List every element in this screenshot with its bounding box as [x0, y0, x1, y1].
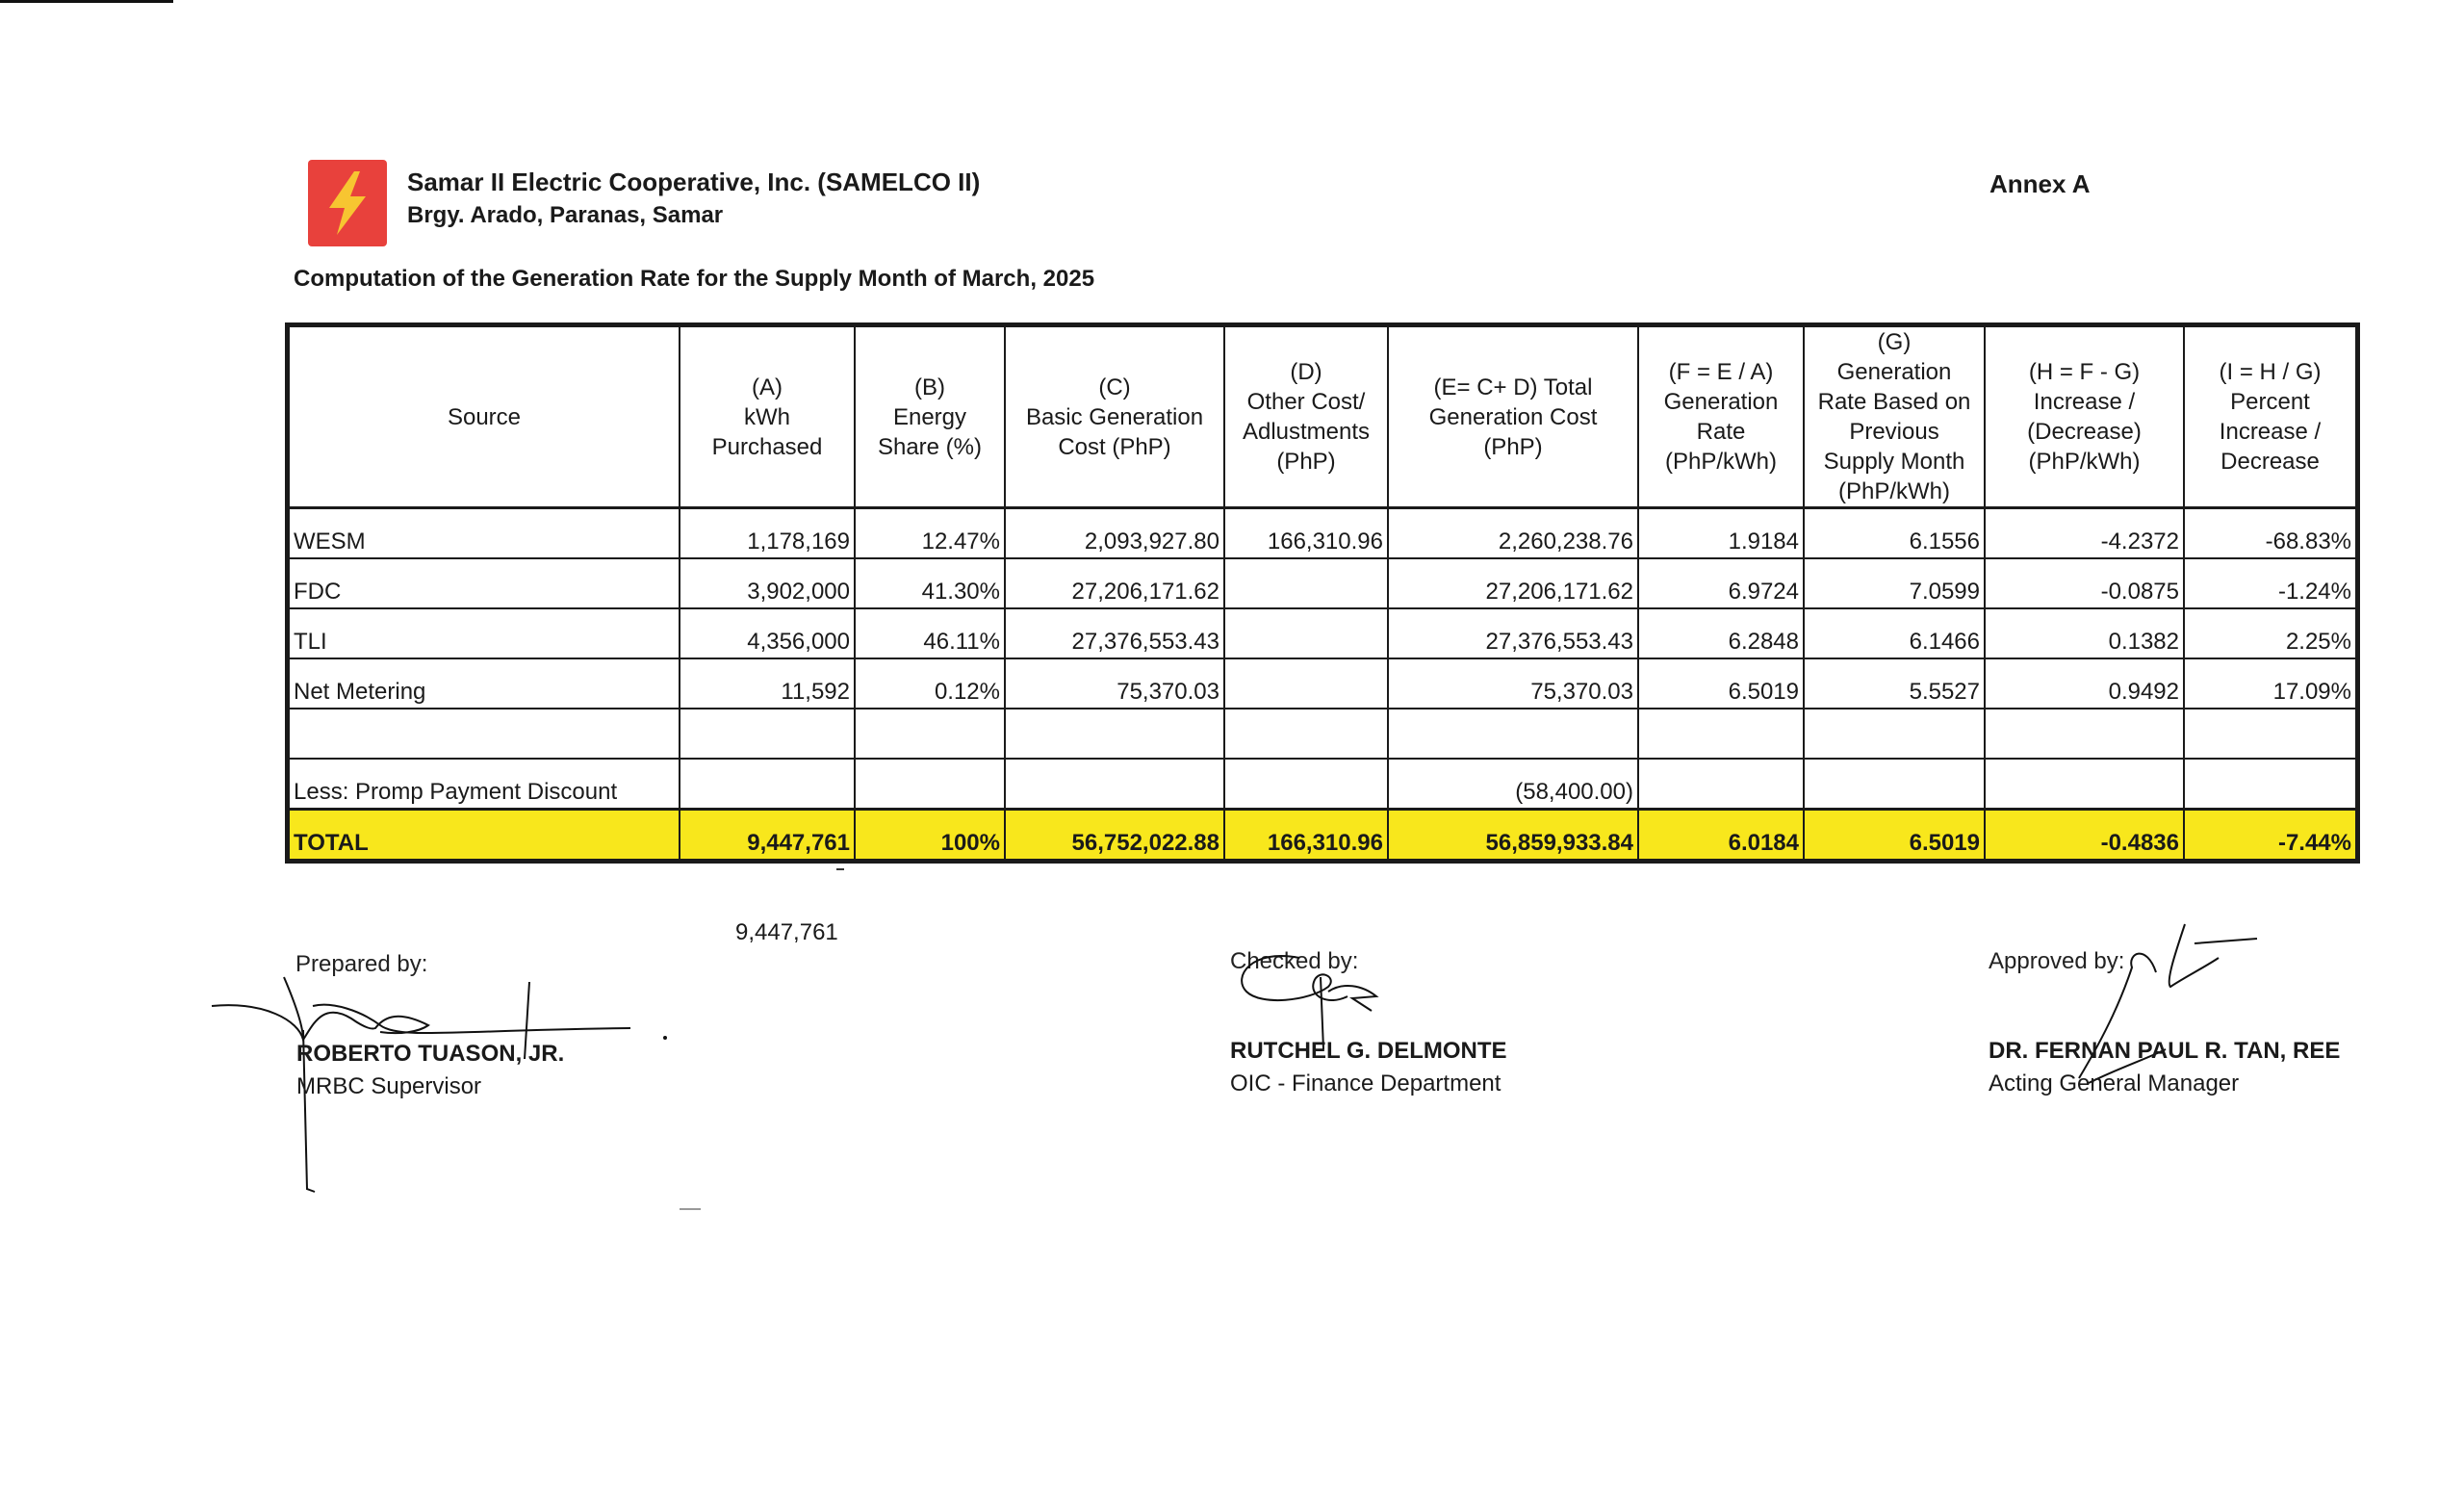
- value-cell: [1985, 759, 2184, 810]
- value-cell: 11,592: [680, 658, 855, 709]
- column-header: (I = H / G) Percent Increase / Decrease: [2184, 326, 2356, 508]
- value-cell: [855, 709, 1005, 759]
- prepared-by-name: ROBERTO TUASON, JR.: [296, 1041, 565, 1067]
- column-header: (G) Generation Rate Based on Previous Supply Month (PhP/kWh): [1804, 326, 1985, 508]
- checked-by-name: RUTCHEL G. DELMONTE: [1230, 1038, 1507, 1064]
- value-cell: 41.30%: [855, 558, 1005, 608]
- value-cell: [1224, 558, 1388, 608]
- value-cell: -4.2372: [1985, 508, 2184, 559]
- total-value-cell: 56,752,022.88: [1005, 810, 1224, 861]
- value-cell: 27,206,171.62: [1005, 558, 1224, 608]
- total-value-cell: 6.5019: [1804, 810, 1985, 861]
- value-cell: 46.11%: [855, 608, 1005, 658]
- organization-name: Samar II Electric Cooperative, Inc. (SAMELCO II): [407, 168, 981, 196]
- value-cell: [1005, 709, 1224, 759]
- value-cell: 2,093,927.80: [1005, 508, 1224, 559]
- value-cell: 2.25%: [2184, 608, 2356, 658]
- value-cell: 1,178,169: [680, 508, 855, 559]
- value-cell: 6.1556: [1804, 508, 1985, 559]
- value-cell: 166,310.96: [1224, 508, 1388, 559]
- value-cell: 75,370.03: [1388, 658, 1638, 709]
- value-cell: [1005, 759, 1224, 810]
- approved-by-name: DR. FERNAN PAUL R. TAN, REE: [1989, 1038, 2341, 1064]
- total-label-cell: TOTAL: [289, 810, 680, 861]
- stray-mark: [680, 1208, 701, 1210]
- annex-label: Annex A: [1989, 169, 2091, 198]
- table-row: [289, 508, 2356, 559]
- total-value-cell: -0.4836: [1985, 810, 2184, 861]
- source-cell: Less: Promp Payment Discount: [289, 759, 680, 810]
- kwh-check-total: 9,447,761: [735, 919, 838, 945]
- lightning-bolt-icon: [308, 160, 387, 246]
- document-title: Computation of the Generation Rate for the Supply Month of March, 2025: [294, 266, 1095, 292]
- source-cell: FDC: [289, 558, 680, 608]
- checked-by-role: OIC - Finance Department: [1230, 1070, 1502, 1096]
- checked-signature: [1232, 939, 1424, 1054]
- prepared-by-label: Prepared by:: [295, 951, 428, 977]
- value-cell: -0.0875: [1985, 558, 2184, 608]
- value-cell: [1224, 709, 1388, 759]
- value-cell: 0.9492: [1985, 658, 2184, 709]
- value-cell: 0.12%: [855, 658, 1005, 709]
- value-cell: [855, 759, 1005, 810]
- column-header: (F = E / A) Generation Rate (PhP/kWh): [1638, 326, 1804, 508]
- value-cell: 6.5019: [1638, 658, 1804, 709]
- value-cell: [1985, 709, 2184, 759]
- value-cell: 6.1466: [1804, 608, 1985, 658]
- total-value-cell: 6.0184: [1638, 810, 1804, 861]
- total-value-cell: -7.44%: [2184, 810, 2356, 861]
- total-value-cell: 9,447,761: [680, 810, 855, 861]
- total-row: [289, 810, 2356, 861]
- value-cell: -68.83%: [2184, 508, 2356, 559]
- table-row: [289, 658, 2356, 709]
- source-cell: WESM: [289, 508, 680, 559]
- value-cell: 5.5527: [1804, 658, 1985, 709]
- column-header: (C) Basic Generation Cost (PhP): [1005, 326, 1224, 508]
- source-cell: Net Metering: [289, 658, 680, 709]
- value-cell: 7.0599: [1804, 558, 1985, 608]
- column-header: (H = F - G) Increase / (Decrease) (PhP/kWh): [1985, 326, 2184, 508]
- stray-mark: [836, 868, 844, 870]
- generation-rate-table: [288, 325, 2357, 861]
- column-header: (E= C+ D) Total Generation Cost (PhP): [1388, 326, 1638, 508]
- organization-address: Brgy. Arado, Paranas, Samar: [407, 202, 724, 228]
- total-value-cell: 56,859,933.84: [1388, 810, 1638, 861]
- column-header: (D) Other Cost/ Adlustments (PhP): [1224, 326, 1388, 508]
- value-cell: 17.09%: [2184, 658, 2356, 709]
- value-cell: -1.24%: [2184, 558, 2356, 608]
- value-cell: [1638, 759, 1804, 810]
- value-cell: (58,400.00): [1388, 759, 1638, 810]
- prepared-by-role: MRBC Supervisor: [296, 1073, 482, 1099]
- checked-by-label: Checked by:: [1230, 948, 1359, 974]
- value-cell: 4,356,000: [680, 608, 855, 658]
- table-row: [289, 608, 2356, 658]
- value-cell: 27,206,171.62: [1388, 558, 1638, 608]
- total-value-cell: 166,310.96: [1224, 810, 1388, 861]
- value-cell: [1804, 759, 1985, 810]
- column-header: (B) Energy Share (%): [855, 326, 1005, 508]
- value-cell: [1224, 759, 1388, 810]
- source-cell: TLI: [289, 608, 680, 658]
- value-cell: 75,370.03: [1005, 658, 1224, 709]
- table-row: [289, 759, 2356, 810]
- value-cell: [1224, 608, 1388, 658]
- value-cell: 6.2848: [1638, 608, 1804, 658]
- table-header-row: [289, 326, 2356, 508]
- value-cell: [2184, 759, 2356, 810]
- value-cell: [680, 759, 855, 810]
- source-cell: [289, 709, 680, 759]
- value-cell: 0.1382: [1985, 608, 2184, 658]
- value-cell: 1.9184: [1638, 508, 1804, 559]
- table-row: [289, 558, 2356, 608]
- value-cell: [1224, 658, 1388, 709]
- table-body: [289, 508, 2356, 861]
- value-cell: [2184, 709, 2356, 759]
- column-header: (A) kWh Purchased: [680, 326, 855, 508]
- table-row: [289, 709, 2356, 759]
- value-cell: 12.47%: [855, 508, 1005, 559]
- value-cell: [1638, 709, 1804, 759]
- approved-by-label: Approved by:: [1989, 948, 2125, 974]
- value-cell: 27,376,553.43: [1388, 608, 1638, 658]
- value-cell: 2,260,238.76: [1388, 508, 1638, 559]
- approved-by-role: Acting General Manager: [1989, 1070, 2240, 1096]
- value-cell: [680, 709, 855, 759]
- column-header: Source: [289, 326, 680, 508]
- value-cell: [1804, 709, 1985, 759]
- value-cell: 6.9724: [1638, 558, 1804, 608]
- scan-edge-mark: [0, 0, 173, 3]
- value-cell: [1388, 709, 1638, 759]
- value-cell: 27,376,553.43: [1005, 608, 1224, 658]
- total-value-cell: 100%: [855, 810, 1005, 861]
- value-cell: 3,902,000: [680, 558, 855, 608]
